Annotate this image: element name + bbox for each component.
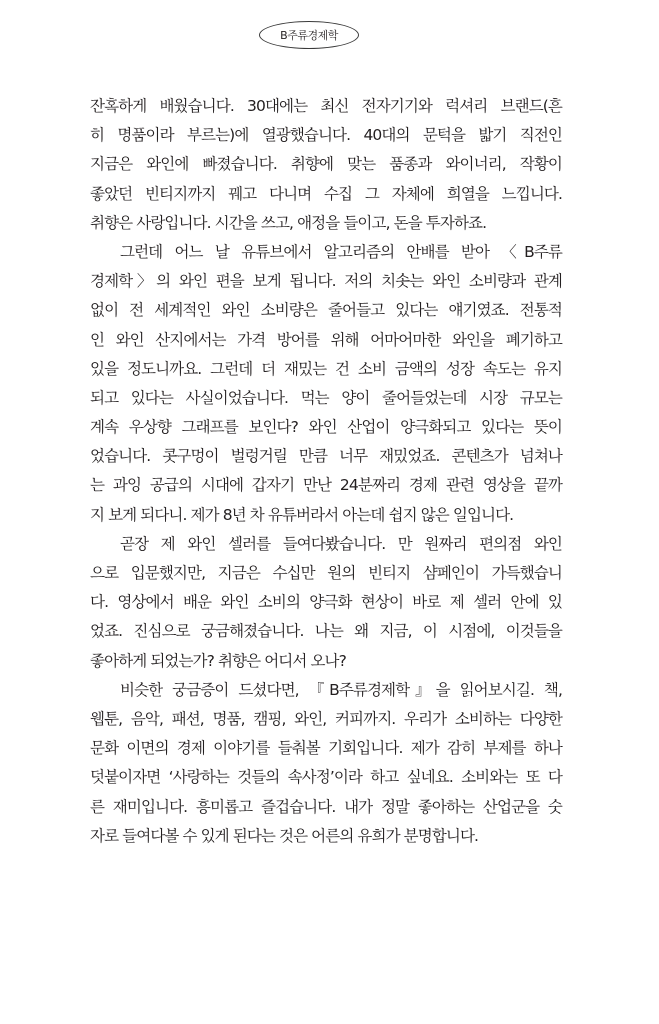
text-line: 경제학〉의 와인 편을 보게 됩니다. 저의 치솟는 와인 소비량과 관계: [90, 272, 562, 291]
text-line: 지 보게 되다니. 제가 8년 차 유튜버라서 아는데 쉽지 않은 일입니다.: [90, 505, 514, 524]
text-line: 웹툰, 음악, 패션, 명품, 캠핑, 와인, 커피까지. 우리가 소비하는 다양한: [90, 709, 562, 728]
text-line: 좋아하게 되었는가? 취향은 어디서 오나?: [90, 651, 346, 670]
text-line: 곧장 제 와인 셀러를 들여다봤습니다. 만 원짜리 편의점 와인: [120, 534, 562, 553]
text-line: 지금은 와인에 빠졌습니다. 취향에 맞는 품종과 와이너리, 작황이: [90, 155, 562, 174]
text-line: 는 과잉 공급의 시대에 갑자기 만난 24분짜리 경제 관련 영상을 끝까: [90, 476, 562, 495]
text-line: 문화 이면의 경제 이야기를 들춰볼 기회입니다. 제가 감히 부제를 하나: [90, 739, 562, 758]
text-line: 되고 있다는 사실이었습니다. 먹는 양이 줄어들었는데 시장 규모는: [90, 388, 562, 407]
text-line: 으로 입문했지만, 지금은 수십만 원의 빈티지 샴페인이 가득했습니: [90, 564, 562, 582]
text-line: 다. 영상에서 배운 와인 소비의 양극화 현상이 바로 제 셀러 안에 있: [90, 593, 562, 612]
text-line: 었습니다. 콧구멍이 벌렁거릴 만큼 너무 재밌었죠. 콘텐츠가 넘쳐나: [90, 447, 562, 466]
text-line: 었죠. 진심으로 궁금해졌습니다. 나는 왜 지금, 이 시점에, 이것들을: [90, 622, 562, 641]
body-text: [90, 92, 562, 851]
text-line: 잔혹하게 배웠습니다. 30대에는 최신 전자기기와 럭셔리 브랜드(흔: [90, 97, 562, 115]
text-line: 자로 들여다볼 수 있게 된다는 것은 어른의 유희가 분명합니다.: [90, 826, 479, 845]
text-line: 그런데 어느 날 유튜브에서 알고리즘의 안배를 받아 〈B주류: [120, 242, 562, 261]
text-line: 비슷한 궁금증이 드셨다면, 『B주류경제학』을 읽어보시길. 책,: [120, 680, 562, 699]
text-line: 덧붙이자면 ‘사랑하는 것들의 속사정’이라 하고 싶네요. 소비와는 또 다: [90, 768, 562, 787]
text-line: 른 재미입니다. 흥미롭고 즐겁습니다. 내가 정말 좋아하는 산업군을 숫: [90, 797, 562, 816]
text-line: 히 명품이라 부르는)에 열광했습니다. 40대의 문턱을 밟기 직전인: [90, 126, 562, 145]
text-line: 계속 우상향 그래프를 보인다? 와인 산업이 양극화되고 있다는 뜻이: [90, 418, 562, 437]
text-line: 없이 전 세계적인 와인 소비량은 줄어들고 있다는 얘기였죠. 전통적: [90, 301, 562, 320]
text-line: 좋았던 빈티지까지 꿰고 다니며 수집 그 자체에 희열을 느낍니다.: [90, 184, 562, 203]
running-header-title: B주류경제학: [259, 21, 359, 49]
text-line: 있을 정도니까요. 그런데 더 재밌는 건 소비 금액의 성장 속도는 유지: [90, 359, 562, 378]
text-line: 취향은 사랑입니다. 시간을 쓰고, 애정을 들이고, 돈을 투자하죠.: [90, 213, 487, 232]
text-line: 인 와인 산지에서는 가격 방어를 위해 어마어마한 와인을 폐기하고: [90, 330, 562, 349]
